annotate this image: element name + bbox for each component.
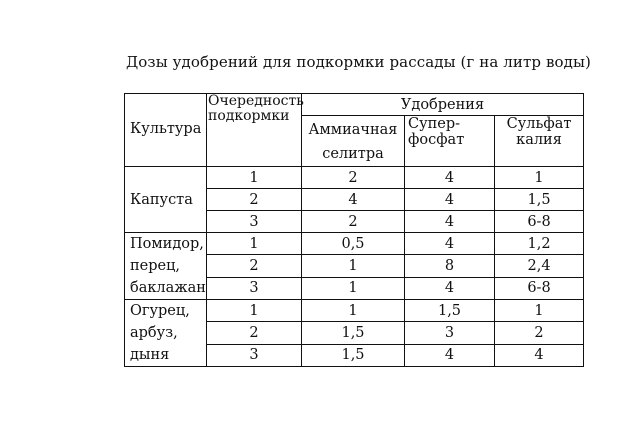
potassium-sulfate-cell: 1,5 [495, 189, 584, 211]
ammonium-nitrate-cell: 2 [302, 211, 405, 233]
column-header-potassium-sulfate: Сульфат калия [495, 116, 584, 167]
ammonium-nitrate-cell: 1,5 [302, 322, 405, 344]
crop-cell: Помидор, перец, баклажан [125, 233, 207, 300]
potassium-sulfate-cell: 1 [495, 300, 584, 322]
order-cell: 1 [207, 300, 302, 322]
ammonium-nitrate-cell: 2 [302, 167, 405, 189]
order-cell: 2 [207, 189, 302, 211]
column-header-fertilizers: Удобрения [302, 94, 584, 116]
superphosphate-cell: 4 [405, 167, 495, 189]
ammonium-nitrate-cell: 0,5 [302, 233, 405, 255]
column-header-order: Очередность подкормки [207, 94, 302, 167]
potassium-sulfate-cell: 4 [495, 344, 584, 366]
fertilizer-dose-table [124, 93, 584, 367]
ammonium-nitrate-cell: 4 [302, 189, 405, 211]
order-cell: 2 [207, 322, 302, 344]
potassium-sulfate-cell: 1,2 [495, 233, 584, 255]
crop-cell: Огурец, арбуз, дыня [125, 300, 207, 367]
order-cell: 3 [207, 277, 302, 299]
order-cell: 3 [207, 211, 302, 233]
superphosphate-cell: 4 [405, 189, 495, 211]
superphosphate-cell: 1,5 [405, 300, 495, 322]
superphosphate-cell: 4 [405, 344, 495, 366]
superphosphate-cell: 8 [405, 255, 495, 277]
table-title: Дозы удобрений для подкормки рассады (г на литр воды) [126, 53, 591, 71]
ammonium-nitrate-cell: 1 [302, 255, 405, 277]
table-row [125, 167, 584, 189]
superphosphate-cell: 4 [405, 233, 495, 255]
column-header-superphosphate: Супер- фосфат [405, 116, 495, 167]
ammonium-nitrate-cell: 1,5 [302, 344, 405, 366]
superphosphate-cell: 3 [405, 322, 495, 344]
crop-cell: Капуста [125, 167, 207, 233]
column-header-ammonium-nitrate: Аммиачная селитра [302, 116, 405, 167]
order-cell: 3 [207, 344, 302, 366]
superphosphate-cell: 4 [405, 211, 495, 233]
header-row-1 [125, 94, 584, 116]
table-row [125, 233, 584, 255]
order-cell: 2 [207, 255, 302, 277]
order-cell: 1 [207, 233, 302, 255]
potassium-sulfate-cell: 6-8 [495, 211, 584, 233]
potassium-sulfate-cell: 2 [495, 322, 584, 344]
potassium-sulfate-cell: 2,4 [495, 255, 584, 277]
potassium-sulfate-cell: 1 [495, 167, 584, 189]
ammonium-nitrate-cell: 1 [302, 300, 405, 322]
potassium-sulfate-cell: 6-8 [495, 277, 584, 299]
ammonium-nitrate-cell: 1 [302, 277, 405, 299]
superphosphate-cell: 4 [405, 277, 495, 299]
order-cell: 1 [207, 167, 302, 189]
column-header-culture: Культура [125, 94, 207, 167]
table-row [125, 300, 584, 322]
